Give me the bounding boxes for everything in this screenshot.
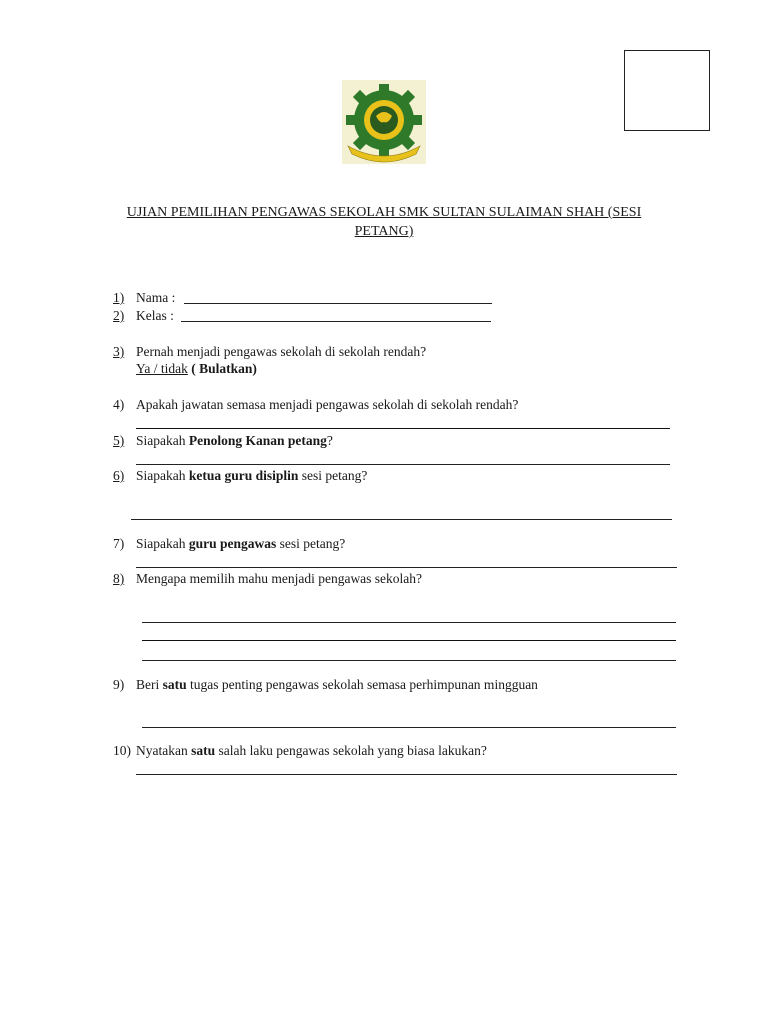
question-text-post: sesi petang? <box>279 536 346 551</box>
question-text-post: salah laku pengawas sekolah yang biasa lakukan? <box>218 743 487 758</box>
question-number: 1) <box>113 290 125 305</box>
answer-line-q7[interactable] <box>136 567 677 568</box>
question-text-bold: Penolong Kanan petang <box>188 433 327 448</box>
question-number: 4) <box>113 397 125 412</box>
question-text-post: tugas penting pengawas sekolah semasa perhimpunan mingguan <box>190 677 538 692</box>
answer-line-q8-3[interactable] <box>142 660 676 661</box>
question-number: 9) <box>113 677 125 692</box>
question-text: Apakah jawatan semasa menjadi pengawas sekolah di sekolah rendah? <box>136 397 519 412</box>
question-text-bold: satu <box>162 677 187 692</box>
page-title: UJIAN PEMILIHAN PENGAWAS SEKOLAH SMK SULTAN SULAIMAN SHAH (SESI PETANG) <box>126 205 642 239</box>
question-number: 8) <box>113 571 125 586</box>
answer-line-q9[interactable] <box>142 727 676 728</box>
question-text-pre: Siapakah <box>136 468 186 483</box>
question-text-pre: Beri <box>136 677 160 692</box>
answer-line-kelas[interactable] <box>181 321 491 322</box>
question-number: 7) <box>113 536 125 551</box>
question-text-pre: Siapakah <box>136 536 186 551</box>
answer-line-q10[interactable] <box>136 774 677 775</box>
question-number: 6) <box>113 468 125 483</box>
question-text-post: ? <box>326 433 333 448</box>
answer-line-q6[interactable] <box>131 519 672 520</box>
yes-no-option[interactable]: Ya / tidak <box>136 361 188 376</box>
answer-line-q8-1[interactable] <box>142 622 676 623</box>
question-text: Mengapa memilih mahu menjadi pengawas sekolah? <box>136 571 423 586</box>
school-crest-logo <box>342 80 426 164</box>
question-label: Nama : <box>136 290 176 305</box>
answer-line-q4[interactable] <box>136 428 670 429</box>
question-text-bold: guru pengawas <box>188 536 277 551</box>
question-number: 10) <box>113 743 131 758</box>
question-text: Pernah menjadi pengawas sekolah di sekolah rendah? <box>136 344 427 359</box>
option-note: ( Bulatkan) <box>191 361 257 376</box>
question-text-bold: satu <box>191 743 216 758</box>
question-text-pre: Siapakah <box>136 433 186 448</box>
question-label: Kelas : <box>136 308 174 323</box>
question-number: 5) <box>113 433 125 448</box>
answer-line-q8-2[interactable] <box>142 640 676 641</box>
question-number: 2) <box>113 308 125 323</box>
question-text-post: sesi petang? <box>301 468 368 483</box>
photo-box <box>624 50 710 131</box>
answer-line-q5[interactable] <box>136 464 670 465</box>
question-number: 3) <box>113 344 125 359</box>
question-text-bold: ketua guru disiplin <box>188 468 299 483</box>
answer-line-nama[interactable] <box>184 303 492 304</box>
question-text-pre: Nyatakan <box>136 743 188 758</box>
